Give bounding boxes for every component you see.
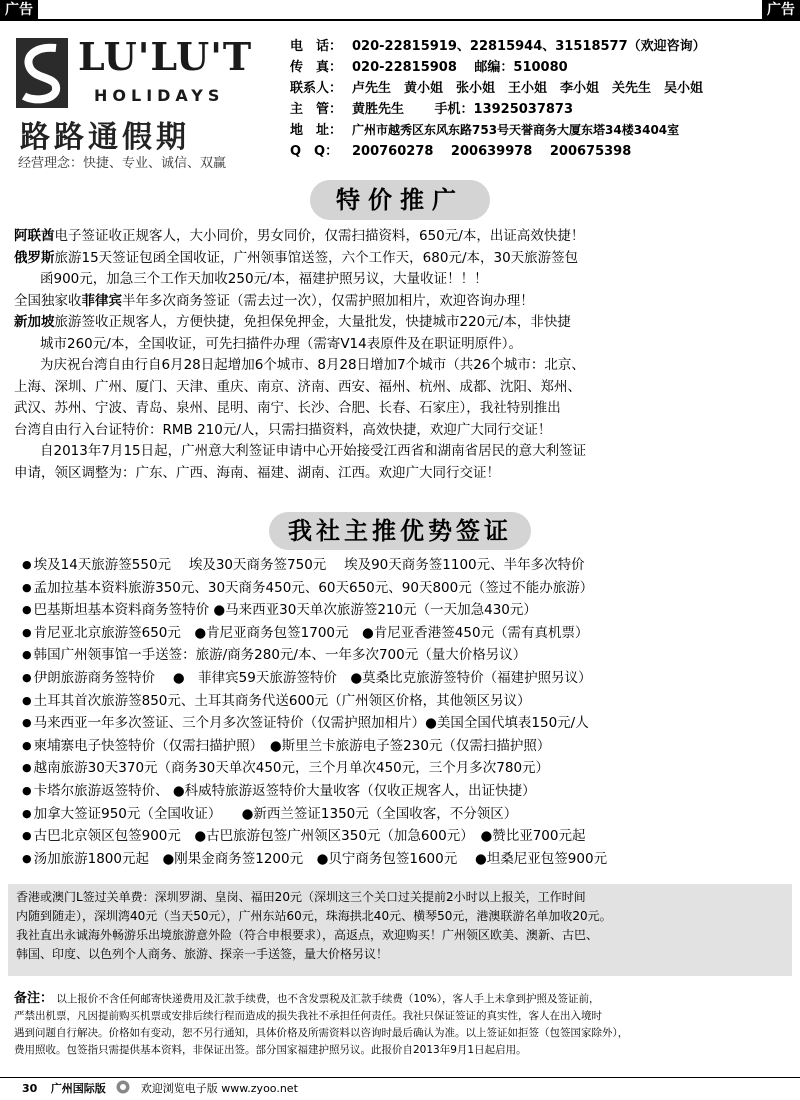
contact-fax: 传 真： 020-22815908 邮编：510080 (290, 60, 568, 75)
visa-item: ● 马来西亚一年多次签证、三个月多次签证特价（仅需护照加相片）●美国全国代填表150元/人 (22, 715, 589, 732)
visa-item: ● 卡塔尔旅游返签特价、 ●科威特旅游返签特价大量收客（仅收正规客人，出证快捷） (22, 782, 536, 799)
bullet-icon: ● (22, 783, 32, 797)
info-line: 我社直出永诚海外畅游乐出境旅游意外险（符合申根要求），高返点，欢迎购买！广州领区欧美、澳新、古巴、 (16, 928, 599, 942)
visa-item: ● 孟加拉基本资料旅游350元、30天商务450元、60天650元、90天800元（签过不能办旅游） (22, 579, 594, 596)
remarks-title: 备注： (14, 991, 54, 1006)
visa-item: ● 汤加旅游1800元起 ●刚果金商务签1200元 ●贝宁商务包签1600元 ●坦桑尼亚包签900元 (22, 850, 608, 867)
bullet-icon: ● (22, 558, 32, 571)
visa-item: ● 加拿大签证950元（全国收证） ●新西兰签证1350元（全国收客，不分领区） (22, 805, 518, 822)
bullet-icon: ● (22, 693, 32, 707)
section-title-featured: 我社主推优势签证 (269, 512, 531, 550)
offer-line: 申请，领区调整为：广东、广西、海南、福建、湖南、江西。欢迎广大同行交证！ (14, 464, 500, 481)
offer-line: 武汉、苏州、宁波、青岛、泉州、昆明、南宁、长沙、合肥、长春、石家庄），我社特别推出 (14, 400, 561, 416)
contact-manager: 主 管： 黄胜先生 手机：13925037873 (290, 102, 574, 117)
bullet-icon: ● (22, 625, 32, 639)
magazine-name: 广州国际版 (50, 1082, 106, 1095)
offer-line: 为庆祝台湾自由行自6月28日起增加6个城市、8月28日增加7个城市（共26个城市：北京、 (40, 357, 585, 373)
footer-text: 欢迎浏览电子版 www.zyoo.net (140, 1082, 298, 1095)
bullet-icon: ● (22, 670, 32, 684)
footer (22, 1080, 298, 1098)
magazine-logo-icon (115, 1080, 131, 1094)
remark-line: 严禁出机票，凡因提前购买机票或安排后续行程而造成的损失我社不承担任何责任。我社只保证签证的真实性，客人在出入境时 (14, 1010, 602, 1022)
visa-item: ● 肯尼亚北京旅游签650元 ●肯尼亚商务包签1700元 ●肯尼亚香港签450元（需有真机票） (22, 624, 589, 641)
country-name: 阿联酋 (14, 228, 55, 244)
visa-item: ● 韩国广州领事馆一手送签：旅游/商务280元/本、一年多次700元（量大价格另议） (22, 647, 527, 664)
logo-brand: LU'LU'T (78, 34, 253, 79)
offer-line: 自2013年7月15日起，广州意大利签证申请中心开始接受江西省和湖南省居民的意大利签证 (40, 443, 587, 459)
contact-phone: 电 话： 020-22815919、22815944、31518577（欢迎咨询） (290, 39, 706, 54)
bullet-icon: ● (22, 806, 32, 820)
offer-line: 上海、深圳、广州、厦门、天津、重庆、南京、济南、西安、福州、杭州、成都、沈阳、郑州、 (14, 378, 581, 395)
logo-slogan: 经营理念：快捷、专业、诚信、双赢 (18, 156, 227, 171)
page-number: 30 (22, 1082, 38, 1095)
offer-line: 俄罗斯旅游15天签证包函全国收证，广州领事馆送签，六个工作天，680元/本，30天旅游签包 (14, 249, 579, 266)
hk-macau-info (8, 884, 792, 976)
top-rule (0, 19, 800, 21)
logo-s-icon (16, 38, 68, 108)
logo-chinese-name: 路路通假期 (20, 120, 190, 155)
bullet-icon: ● (22, 603, 32, 617)
bullet-icon: ● (22, 851, 32, 865)
contact-info (290, 36, 790, 162)
visa-item: ● 土耳其首次旅游签850元、土耳其商务代送600元（广州领区价格，其他领区另议） (22, 692, 531, 709)
visa-item: ● 埃及14天旅游签550元 埃及30天商务签750元 埃及90天商务签1100元、半年多次特价 (22, 557, 585, 573)
company-logo (14, 32, 276, 172)
bullet-icon: ● (22, 761, 32, 775)
info-line: 韩国、印度、以色列个人商务、旅游、探亲一手送签，量大价格另议！ (16, 947, 389, 961)
visa-item: ● 巴基斯坦基本资料商务签特价 ●马来西亚30天单次旅游签210元（一天加急430元） (22, 602, 537, 619)
offer-line: 函900元，加急三个工作天加收250元/本，福建护照另议，大量收证！！！ (40, 271, 488, 287)
remark-line: 遇到问题自行解决。价格如有变动，恕不另行通知，具体价格及所需资料以咨询时最后确认为准。以上签证如拒签（包签国家除外）， (14, 1027, 629, 1039)
info-line: 香港或澳门L签过关单费：深圳罗湖、皇岗、福田20元（深圳这三个关口过关提前2小时以上报关，工作时间 (16, 890, 586, 904)
ad-tag-right: 广告 (762, 0, 800, 20)
bullet-icon: ● (22, 829, 32, 843)
offer-line: 城市260元/本，全国收证，可先扫描件办理（需寄V14表原件及在职证明原件）。 (40, 335, 522, 352)
visa-item: ● 古巴北京领区包签900元 ●古巴旅游包签广州领区350元（加急600元） ●赞比亚700元起 (22, 828, 586, 845)
logo-sub: HOLIDAYS (94, 86, 225, 105)
bullet-icon: ● (22, 738, 32, 752)
offer-line: 新加坡旅游签收正规客人，方便快捷，免担保免押金，大量批发，快捷城市220元/本，非快捷 (14, 314, 571, 330)
ad-tag-left: 广告 (0, 0, 38, 20)
special-offers (14, 226, 790, 484)
contact-persons: 联系人： 卢先生 黄小姐 张小姐 王小姐 李小姐 关先生 吴小姐 (290, 81, 704, 96)
featured-visas (22, 554, 792, 870)
header (8, 28, 792, 173)
info-line: 内随到随走），深圳湾40元（当天50元），广州东站60元，珠海拱北40元、横琴50元，港澳联游名单加收20元。 (16, 909, 612, 923)
visa-item: ● 越南旅游30天370元（商务30天单次450元，三个月单次450元，三个月多次780元） (22, 760, 550, 777)
bullet-icon: ● (22, 716, 32, 730)
remarks (8, 990, 792, 1059)
bullet-icon: ● (22, 580, 32, 594)
remark-line: 以上报价不含任何邮寄快递费用及汇款手续费，也不含发票税及汇款手续费（10%），客人手上未拿到护照及签证前， (56, 993, 600, 1005)
footer-rule (0, 1077, 800, 1078)
offer-line: 阿联酋电子签证收正规客人，大小同价，男女同价，仅需扫描资料，650元/本，出证高效快捷！ (14, 228, 585, 244)
country-name: 菲律宾 (81, 292, 122, 309)
contact-qq: Q Q： 200760278 200639978 200675398 (290, 144, 632, 159)
remark-line: 费用照收。包签指只需提供基本资料，非保证出签。部分国家福建护照另议。此报价自2013年9月1日起启用。 (14, 1044, 527, 1056)
country-name: 新加坡 (14, 314, 55, 330)
bullet-icon: ● (22, 648, 32, 662)
visa-item: ● 柬埔寨电子快签特价（仅需扫描护照） ●斯里兰卡旅游电子签230元（仅需扫描护照） (22, 737, 551, 754)
visa-item: ● 伊朗旅游商务签特价 ● 菲律宾59天旅游签特价 ●莫桑比克旅游签特价（福建护照另议） (22, 669, 592, 686)
offer-line: 全国独家收菲律宾半年多次商务签证（需去过一次），仅需护照加相片，欢迎咨询办理！ (14, 292, 534, 309)
offer-line: 台湾自由行入台证特价：RMB 210元/人，只需扫描资料，高效快捷，欢迎广大同行交证！ (14, 421, 552, 438)
section-title-special: 特价推广 (310, 180, 490, 220)
country-name: 俄罗斯 (14, 249, 55, 266)
contact-address: 地 址： 广州市越秀区东风东路753号天誉商务大厦东塔34楼3404室 (290, 123, 680, 138)
